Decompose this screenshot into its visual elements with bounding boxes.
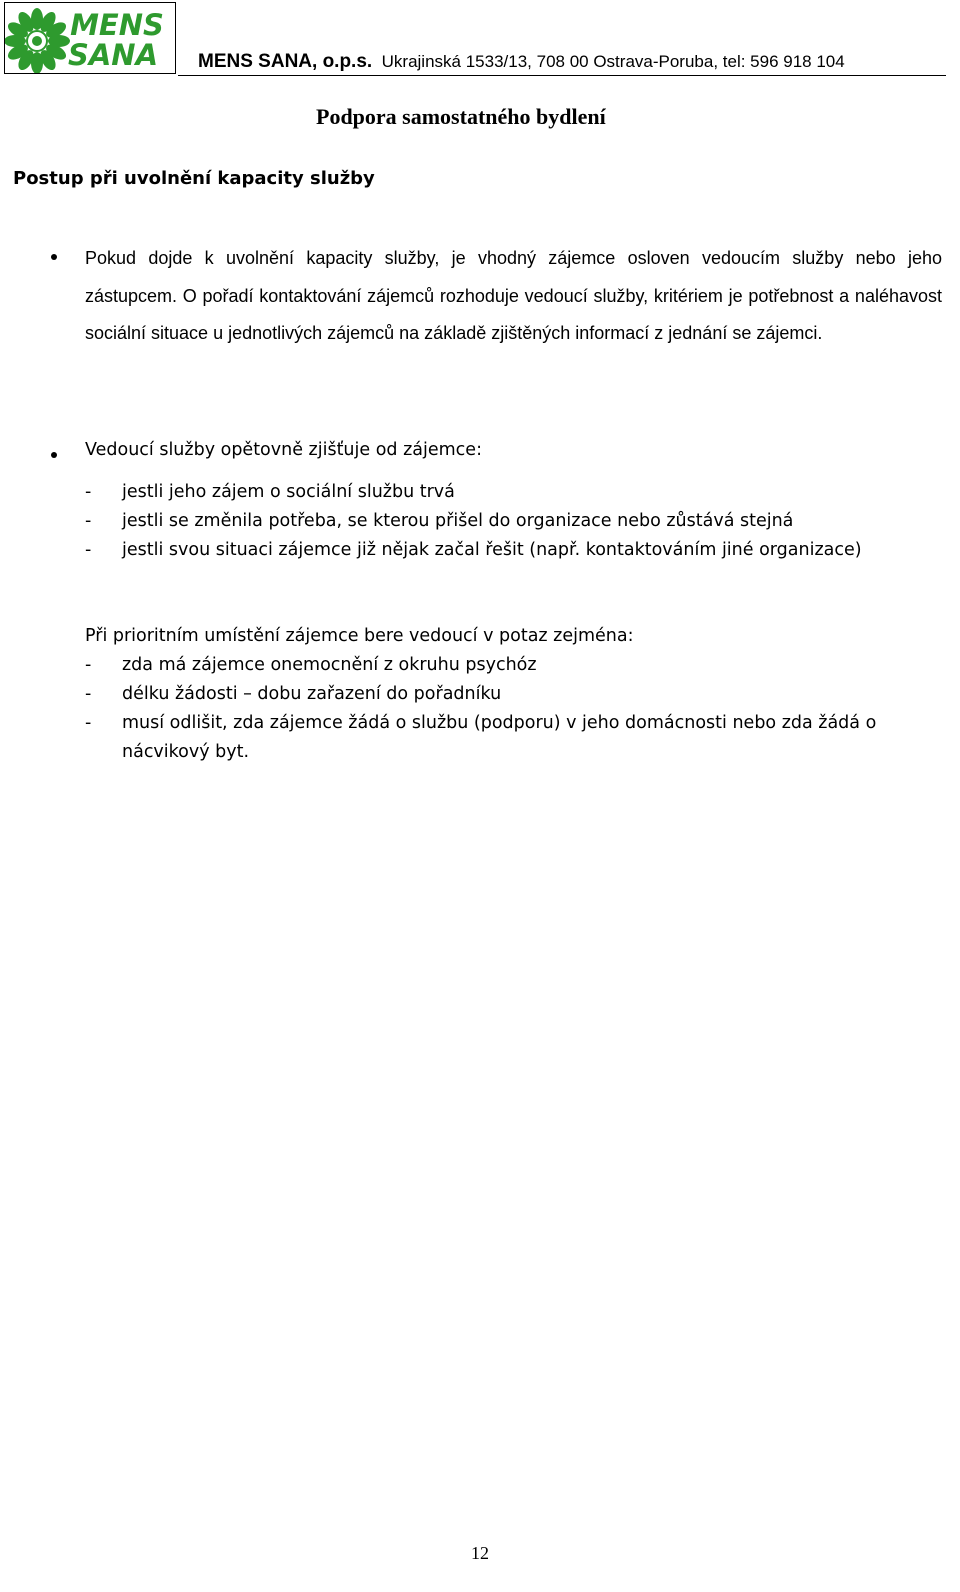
- manager-checks-list: [85, 478, 945, 565]
- org-address: Ukrajinská 1533/13, 708 00 Ostrava-Poruba, tel: 596 918 104: [381, 52, 845, 71]
- bullet-icon: [51, 254, 57, 260]
- flower-logo-icon: [5, 3, 175, 73]
- header-organization: [198, 52, 845, 72]
- list-item: - musí odlišit, zda zájemce žádá o službu (podporu) v jeho domácnosti nebo zda žádá o nácvikový byt.: [85, 709, 945, 767]
- list-item: - zda má zájemce onemocnění z okruhu psychóz: [85, 651, 945, 680]
- list-item: - délku žádosti – dobu zařazení do pořadníku: [85, 680, 945, 709]
- paragraph-priority: Při prioritním umístění zájemce bere vedoucí v potaz zejména:: [85, 626, 634, 646]
- page-heading: Postup při uvolnění kapacity služby: [13, 168, 375, 189]
- page-number: 12: [471, 1543, 489, 1563]
- bullet-icon: [51, 452, 57, 458]
- org-name: MENS SANA, o.p.s.: [198, 51, 373, 72]
- mens-sana-logo: [4, 2, 176, 74]
- priority-criteria-list: [85, 651, 945, 767]
- list-item: - jestli se změnila potřeba, se kterou přišel do organizace nebo zůstává stejná: [85, 507, 945, 536]
- paragraph-capacity-release: Pokud dojde k uvolnění kapacity služby, je vhodný zájemce osloven vedoucím služby nebo jeho zástupcem. O pořadí kontaktování zájemců rozhoduje vedoucí služby, kritériem je potřebnost a naléhavost sociální situace u jednotlivých zájemců na základě zjištěných informací z jednání se zájemci.: [85, 248, 942, 343]
- header-divider: [178, 75, 946, 76]
- paragraph-manager-checks: Vedoucí služby opětovně zjišťuje od zájemce:: [85, 440, 482, 460]
- svg-text:SANA: SANA: [67, 38, 159, 72]
- section-title: Podpora samostatného bydlení: [316, 104, 606, 129]
- list-item: - jestli jeho zájem o sociální službu trvá: [85, 478, 945, 507]
- svg-text:MENS: MENS: [70, 8, 164, 42]
- list-item: - jestli svou situaci zájemce již nějak začal řešit (např. kontaktováním jiné organizace): [85, 536, 945, 565]
